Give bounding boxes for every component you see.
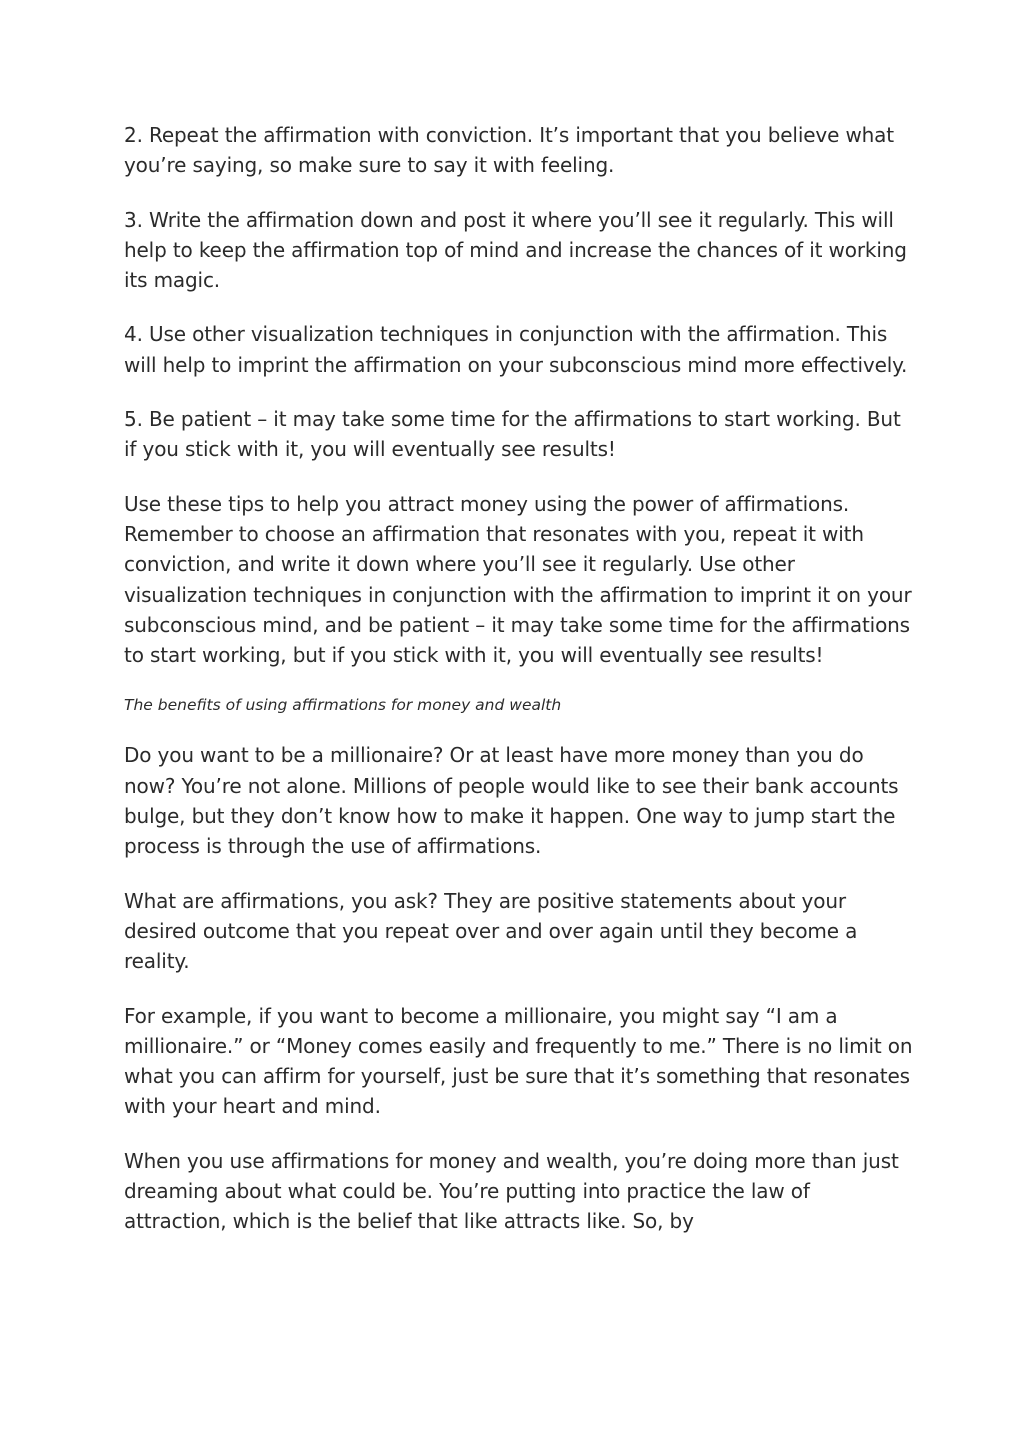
paragraph-millionaire-intro: Do you want to be a millionaire? Or at least have more money than you do now? You’re not alone. Millions of people would like to see their bank accounts bulge, but they don’t know how to make it happen. One way to jump start the process is through the use of affirmations.	[124, 743, 899, 859]
paragraph-law-of-attraction: When you use affirmations for money and wealth, you’re doing more than just dreaming about what could be. You’re putting into practice the law of attraction, which is the belief that like attracts like. So, by	[124, 1148, 899, 1234]
paragraph-step-5: 5. Be patient – it may take some time for the affirmations to start working. But if you stick with it, you will eventually see results!	[124, 407, 901, 462]
section-subheading: The benefits of using affirmations for money and wealth	[124, 696, 562, 715]
paragraph-step-2: 2. Repeat the affirmation with conviction. It’s important that you believe what you’re saying, so make sure to say it with feeling.	[124, 123, 894, 178]
document-page	[124, 120, 914, 1261]
paragraph-what-are-affirmations: What are affirmations, you ask? They are positive statements about your desired outcome that you repeat over and over again until they become a reality.	[124, 888, 858, 974]
paragraph-summary: Use these tips to help you attract money using the power of affirmations. Remember to choose an affirmation that resonates with you, repeat it with conviction, and write it down where you’ll see it regularly. Use other visualization techniques in conjunction with the affirmation to imprint it on your subconscious mind, and be patient – it may take some time for the affirmations to start working, but if you stick with it, you will eventually see results!	[124, 491, 912, 668]
paragraph-step-3: 3. Write the affirmation down and post it where you’ll see it regularly. This will help to keep the affirmation top of mind and increase the chances of it working its magic.	[124, 207, 907, 293]
paragraph-step-4: 4. Use other visualization techniques in conjunction with the affirmation. This will help to imprint the affirmation on your subconscious mind more effectively.	[124, 322, 908, 377]
paragraph-example: For example, if you want to become a millionaire, you might say “I am a millionaire.” or “Money comes easily and frequently to me.” There is no limit on what you can affirm for yourself, just be sure that it’s something that resonates with your heart and mind.	[124, 1003, 913, 1119]
